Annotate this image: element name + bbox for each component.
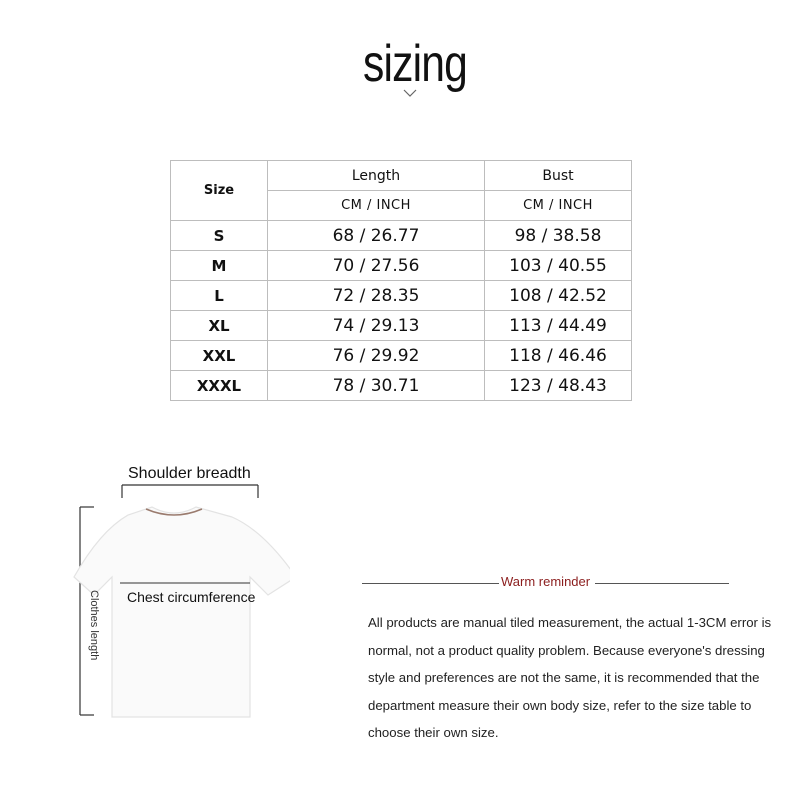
bust-header: Bust [485,161,632,191]
bust-unit: CM / INCH [485,191,632,221]
reminder-rule-left [362,583,499,584]
bust-cell: 98 / 38.58 [485,221,632,251]
size-cell: XXL [171,341,268,371]
table-row [171,311,632,341]
size-table [170,160,632,401]
length-cell: 76 / 29.92 [268,341,485,371]
reminder-title: Warm reminder [501,574,591,589]
table-row [171,371,632,401]
length-header: Length [268,161,485,191]
length-cell: 78 / 30.71 [268,371,485,401]
table-row [171,281,632,311]
size-cell: XXXL [171,371,268,401]
reminder-text: All products are manual tiled measurement, the actual 1-3CM error is normal, not a product quality problem. Because everyone's dressing style and preferences are not the same, it is recommended that the department measure their own body size, refer to the size table to choose their own size. [368,615,772,740]
table-header-row [171,161,632,191]
chevron-down-icon [402,88,418,98]
size-cell: M [171,251,268,281]
page-title: sizing [362,35,468,93]
length-cell: 70 / 27.56 [268,251,485,281]
bust-cell: 118 / 46.46 [485,341,632,371]
shoulder-label: Shoulder breadth [128,465,251,482]
size-cell: L [171,281,268,311]
tshirt-shape [74,507,290,717]
size-cell: XL [171,311,268,341]
chest-label: Chest circumference [127,589,256,605]
bust-cell: 113 / 44.49 [485,311,632,341]
table-row [171,341,632,371]
bust-cell: 108 / 42.52 [485,281,632,311]
length-unit: CM / INCH [268,191,485,221]
table-row [171,251,632,281]
table-row [171,221,632,251]
size-header: Size [171,161,268,221]
length-cell: 74 / 29.13 [268,311,485,341]
shoulder-bracket [122,485,258,498]
reminder-rule-right [595,583,729,584]
length-label: Clothes length [88,590,100,661]
bust-cell: 123 / 48.43 [485,371,632,401]
size-cell: S [171,221,268,251]
length-cell: 72 / 28.35 [268,281,485,311]
length-cell: 68 / 26.77 [268,221,485,251]
bust-cell: 103 / 40.55 [485,251,632,281]
